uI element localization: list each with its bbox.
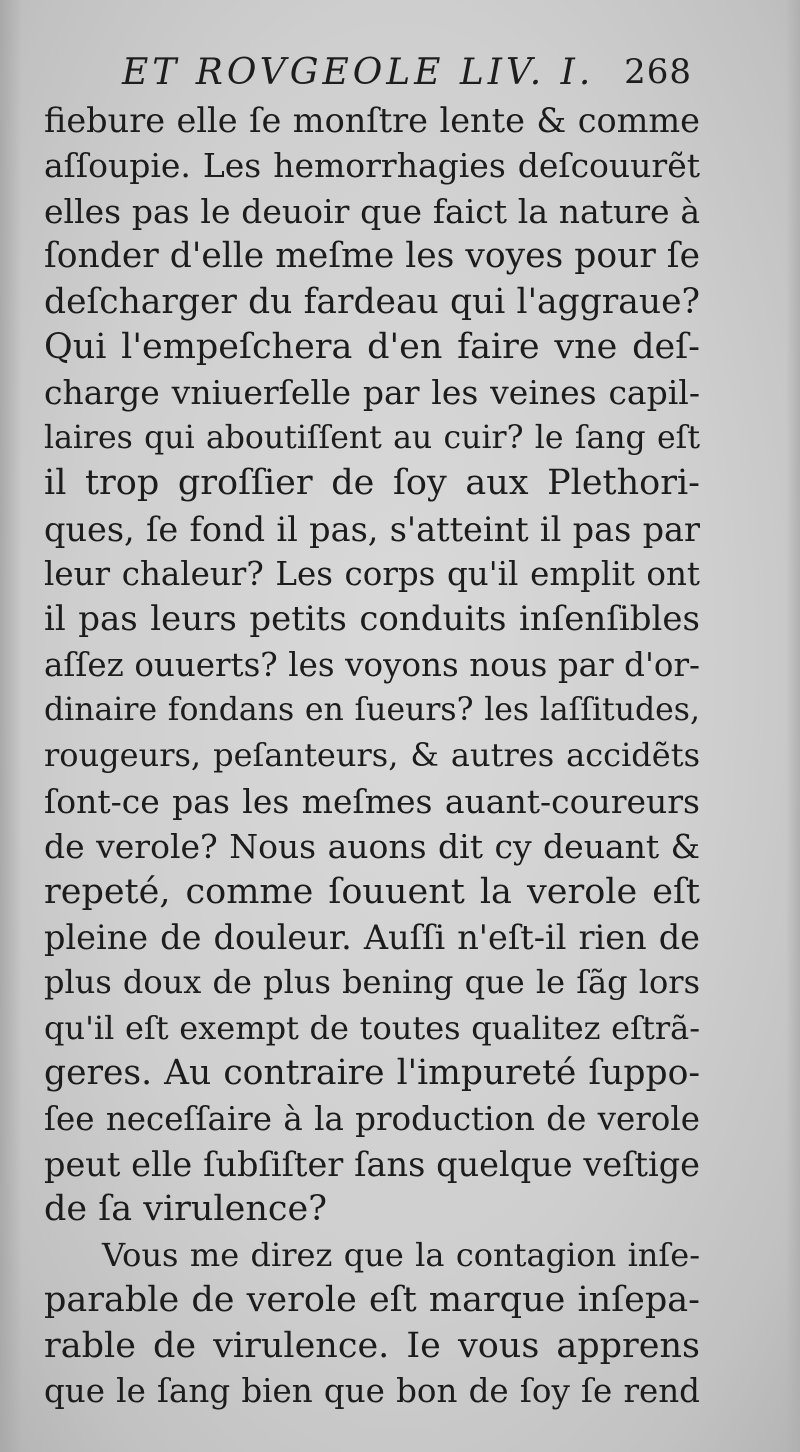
text-line: plus doux de plus bening que le ſãg lors — [44, 963, 700, 1002]
text-line: charge vniuerſelle par les veines capil- — [44, 373, 700, 413]
text-line: aſſoupie. Les hemorrhagies deſcouurẽt — [44, 146, 700, 186]
text-line: repeté, comme ſouuent la verole eſt — [44, 871, 700, 912]
text-line: dinaire fondans en ſueurs? les laſſitudes, — [44, 692, 700, 729]
text-line: ſont-ce pas les meſmes auant-coureurs — [44, 781, 700, 821]
text-line: de verole? Nous auons dit cy deuant & — [44, 827, 700, 867]
text-line: geres. Au contraire l'impureté ſuppo- — [44, 1053, 700, 1094]
text-line: rable de virulence. Ie vous apprens — [44, 1325, 700, 1366]
text-line: rougeurs, peſanteurs, & autres accidẽts — [44, 736, 700, 775]
running-title: ET ROVGEOLE LIV. I. — [122, 52, 595, 93]
text-line: elles pas le deuoir que faict la nature à — [44, 191, 700, 231]
text-line: qu'il eſt exempt de toutes qualitez eſtrã- — [44, 1008, 700, 1047]
text-line: ques, ſe fond il pas, s'atteint il pas par — [44, 509, 700, 549]
text-line: ſee neceſſaire à la production de verole — [44, 1099, 700, 1138]
text-line: que le ſang bien que bon de ſoy ſe rend — [44, 1371, 700, 1410]
page-header — [122, 52, 692, 100]
page-shadow-right — [786, 0, 800, 1452]
text-line: parable de verole eſt marque inſepa- — [44, 1280, 700, 1321]
page-shadow-left — [0, 0, 22, 1452]
text-line: il pas leurs petits conduits inſenſibles — [44, 599, 700, 640]
text-line: peut elle ſubſiſter ſans quelque veſtige — [44, 1144, 700, 1184]
paragraph-first-line: Vous me direz que la contagion inſe- — [102, 1235, 700, 1274]
text-line: deſcharger du fardeau qui l'aggraue? — [44, 281, 700, 322]
text-line: fiebure elle ſe monſtre lente & comme — [44, 101, 700, 140]
text-line: Qui l'empeſchera d'en faire vne deſ- — [44, 326, 700, 367]
paragraph-end-line: de ſa virulence? — [44, 1189, 327, 1230]
text-line: ſonder d'elle meſme les voyes pour ſe — [44, 236, 700, 277]
text-line: laires qui aboutiſſent au cuir? le ſang eſt — [44, 419, 700, 456]
text-line: aſſez ouuerts? les voyons nous par d'or- — [44, 645, 700, 684]
text-line: pleine de douleur. Auſſi n'eſt-il rien de — [44, 918, 700, 958]
text-line: leur chaleur? Les corps qu'il emplit ont — [44, 554, 700, 593]
text-line: il trop groſſier de ſoy aux Plethori- — [44, 463, 700, 504]
body-text — [44, 98, 700, 1414]
page-number: 268 — [624, 52, 692, 92]
